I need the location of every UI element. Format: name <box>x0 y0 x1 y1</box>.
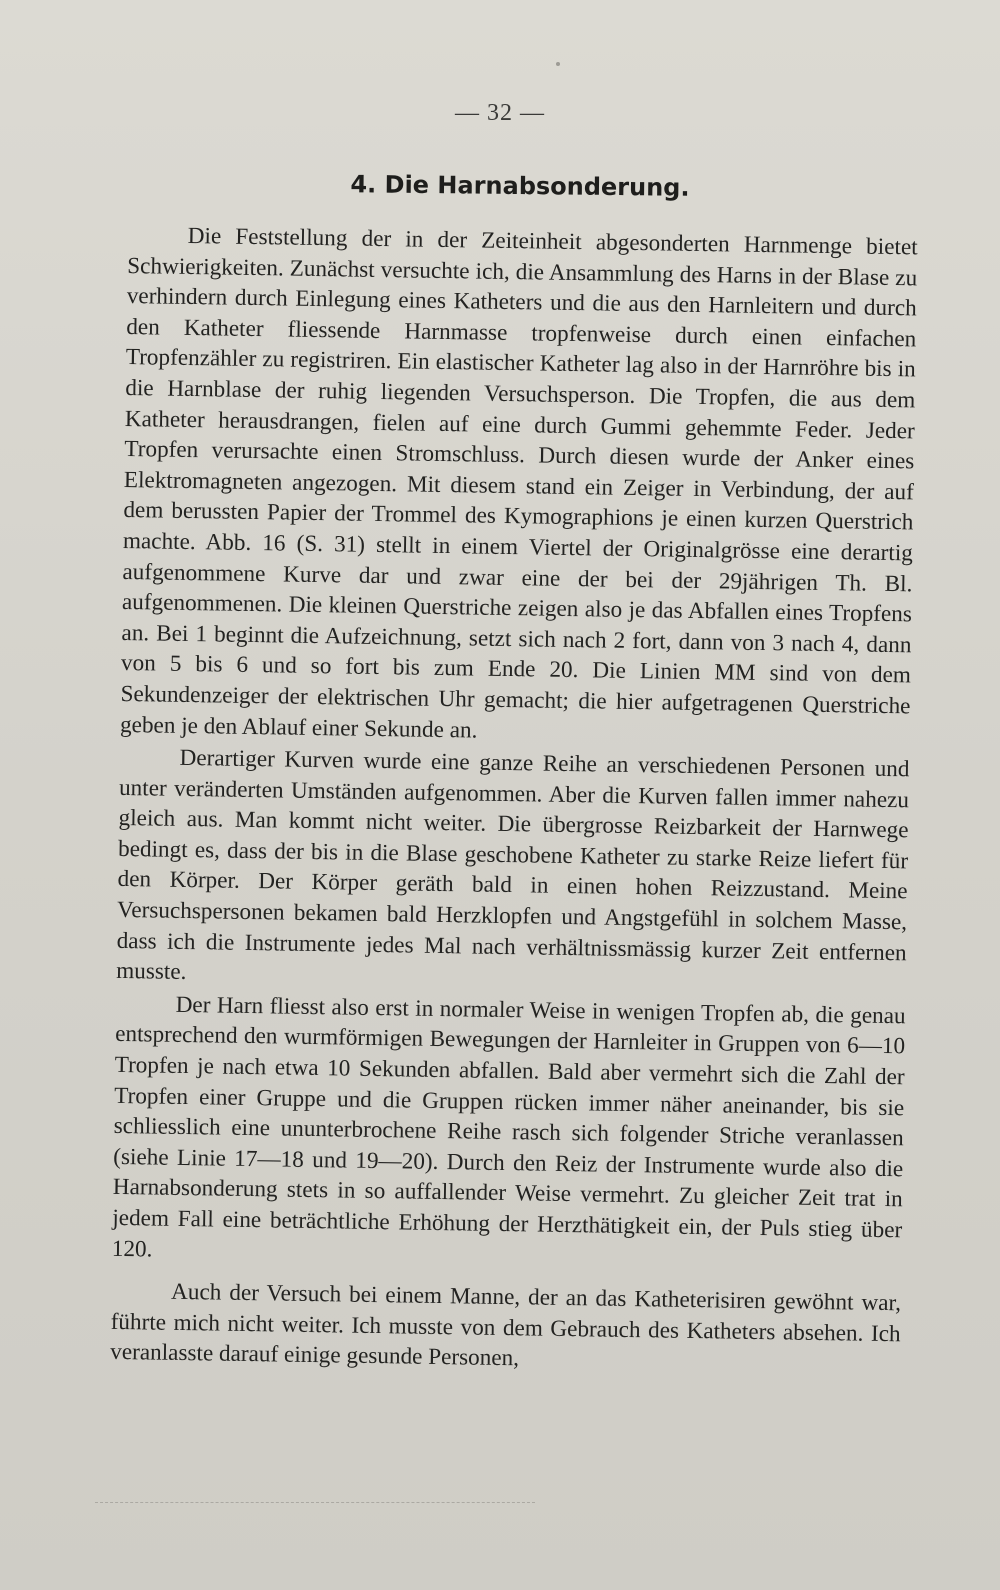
footer-rule <box>95 1502 535 1503</box>
page-number: — 32 — <box>455 100 545 126</box>
paragraph-curves-results: Derartiger Kurven wurde eine ganze Reihe an verschiedenen Personen und unter veränderten Umständen aufgenommen. Aber die Kurven fallen immer nahezu gleich aus. Man kommt nicht weiter. Die übergrosse Reizbarkeit der Harnwege bedingt es, dass der bis in die Blase geschobene Katheter zu starke Reize liefert für den Körper. Der Körper geräth bald in einen hohen Reizzustand. Meine Versuchspersonen bekamen bald Herzklopfen und Angstgefühl in solchem Masse, dass ich die Instrumente jedes Mal nach verhältnissmässig kurzer Zeit entfernen musste. <box>115 744 910 986</box>
body-text <box>110 220 918 1380</box>
paragraph-urine-flow: Der Harn fliesst also erst in normaler Weise in wenigen Tropfen ab, die genau entsprechend den wurmförmigen Bewegungen der Harnleiter in Gruppen von 6—10 Tropfen je nach etwa 10 Sekunden abfallen. Bald aber vermehrt sich die Zahl der Tropfen einer Gruppe und die Gruppen rücken immer näher aneinander, bis sie schliesslich eine ununterbrochene Reihe rasch sich folgender Striche veranlassen (siehe Linie 17—18 und 19—20). Durch den Reiz der Instrumente wurde also die Harnabsonderung stets in so auffallender Weise vermehrt. Zu gleicher Zeit trat in jedem Fall eine beträchtliche Erhöhung der Herzthätigkeit ein, der Puls stieg über 120. <box>111 991 906 1263</box>
paragraph-male-subject: Auch der Versuch bei einem Manne, der an das Katheterisiren gewöhnt war, führte mich nicht weiter. Ich musste von dem Gebrauch des Katheters absehen. Ich veranlasste darauf einige gesunde Personen, <box>110 1278 902 1372</box>
paragraph-measurement-method: Die Feststellung der in der Zeiteinheit abgesonderten Harnmenge bietet Schwierigkeiten. Zunächst versuchte ich, die Ansammlung des Harns in der Blase zu verhindern durch Einlegung eines Katheters und die aus den Harnleitern und durch den Katheter fliessende Harnmasse tropfenweise durch einen einfachen Tropfenzähler zu registriren. Ein elastischer Katheter lag also in der Harnröhre bis in die Harnblase der ruhig liegenden Versuchsperson. Die Tropfen, die aus dem Katheter herausdrangen, fielen auf eine durch Gummi gehemmte Feder. Jeder Tropfen verursachte einen Stromschluss. Durch diesen wurde der Anker eines Elektromagneten angezogen. Mit diesem stand ein Zeiger in Verbindung, der auf dem berussten Papier der Trommel des Kymographions je einen kurzen Querstrich machte. Abb. 16 (S. 31) stellt in einem Viertel der Originalgrösse eine derartig aufgenommene Kurve dar und zwar eine der bei der 29jährigen Th. Bl. aufgenommenen. Die kleinen Querstriche zeigen also je das Abfallen eines Tropfens an. Bei 1 beginnt die Aufzeichnung, setzt sich nach 2 fort, dann von 3 nach 4, dann von 5 bis 6 und so fort bis zum Ende 20. Die Linien MM sind von dem Sekundenzeiger der elektrischen Uhr gemacht; die hier aufgetragenen Querstriche geben je den Ablauf einer Sekunde an. <box>119 222 918 744</box>
section-title: 4. Die Harnabsonderung. <box>350 170 690 202</box>
paper-speck <box>556 62 560 66</box>
